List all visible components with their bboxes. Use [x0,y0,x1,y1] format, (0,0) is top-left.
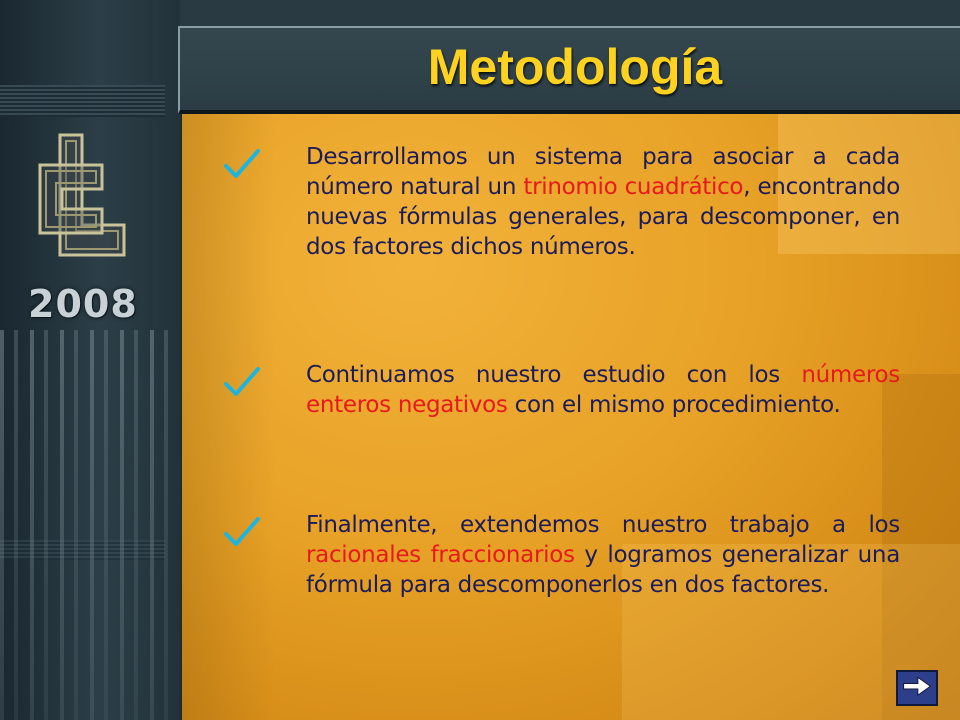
content-panel [182,114,960,720]
item-text: Desarrollamos un sistema para asociar a cada número natural un trinomio cuadrático, encontrando nuevas fórmulas generales, para descomponer, en dos factores dichos números. [306,144,900,260]
highlighted-term: racionales fraccionarios [306,542,575,568]
year-label: 2008 [28,282,138,326]
list-item [222,360,900,420]
cl-logo [26,125,138,265]
arrow-right-icon [898,672,936,704]
item-text: Continuamos nuestro estudio con los números enteros negativos con el mismo procedimiento. [306,362,900,418]
checkmark-icon [222,516,262,548]
checkmark-icon [222,366,262,398]
list-item [222,510,900,600]
decorative-bars [0,330,180,720]
checkmark-icon [222,148,262,180]
item-text: Finalmente, extendemos nuestro trabajo a los racionales fraccionarios y logramos generalizar una fórmula para descomponerlos en dos factores. [306,512,901,598]
top-band [180,0,960,27]
highlighted-term: trinomio cuadrático [523,174,744,200]
page-title: Metodología [427,39,723,95]
decorative-stripes [0,85,165,117]
next-slide-button[interactable] [896,670,938,706]
list-item [222,142,900,262]
highlighted-term: números enteros negativos [306,362,900,418]
sidebar [0,0,180,720]
